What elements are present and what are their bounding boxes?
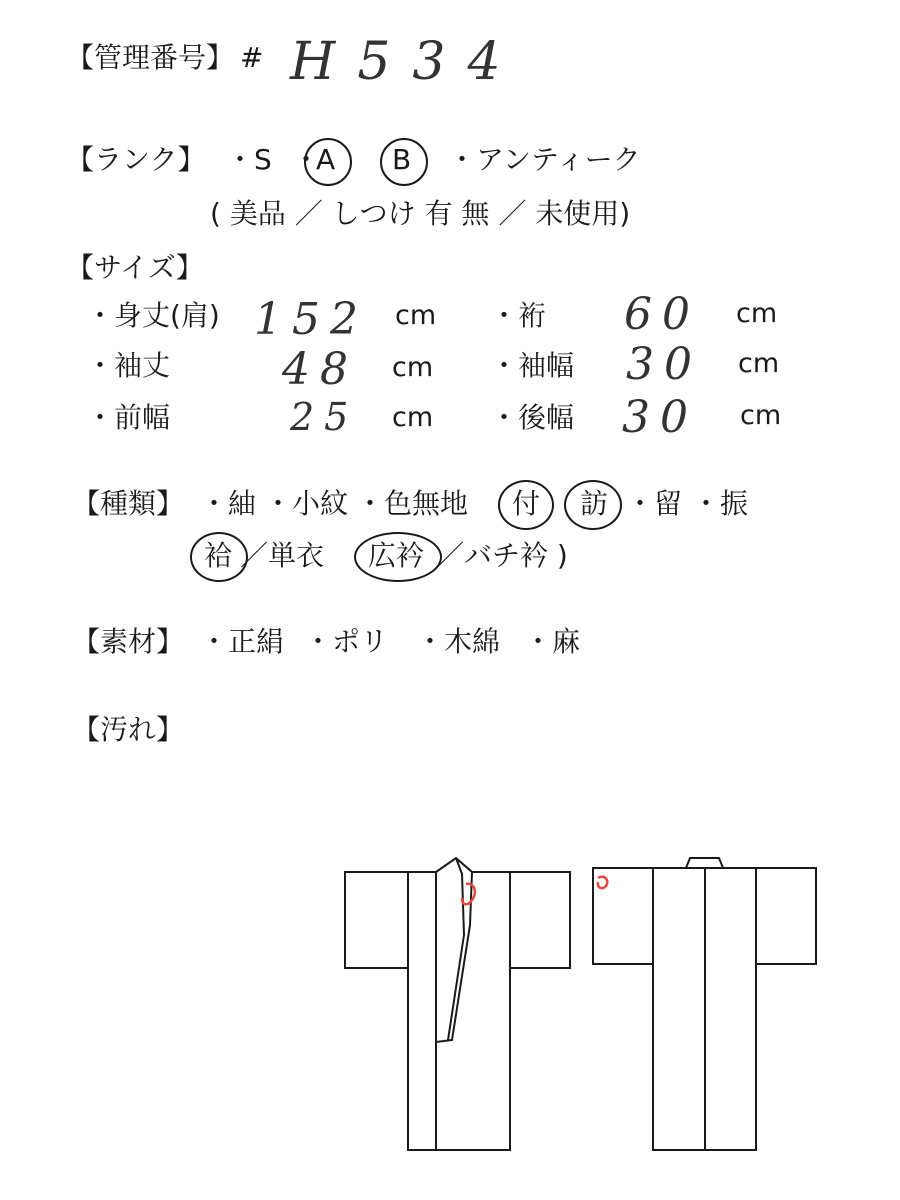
- material-label: 【素材】: [72, 625, 185, 658]
- kind-houmongi: 訪: [580, 487, 609, 520]
- material-silk: ・正絹: [200, 625, 285, 658]
- size-left-value-1: 152: [254, 294, 368, 345]
- size-left-label-3: ・前幅: [86, 401, 171, 434]
- management-number-label: 【管理番号】: [66, 41, 235, 74]
- size-right-value-2: 30: [626, 339, 702, 390]
- size-right-label-1: ・裄: [490, 299, 547, 332]
- stain-mark-front: [462, 884, 475, 905]
- kind-hitoe: ／単衣: [240, 539, 325, 572]
- rank-note: ( 美品 ／ しつけ 有 無 ／ 未使用): [210, 197, 631, 230]
- kimono-front-diagram: [345, 858, 570, 1150]
- kind-tsukesage: 付: [512, 487, 541, 520]
- size-right-label-3: ・後幅: [490, 401, 575, 434]
- size-unit-2b: cm: [738, 348, 780, 379]
- size-right-value-1: 60: [624, 289, 700, 340]
- size-left-label-1: ・身丈(肩): [86, 299, 220, 332]
- kind-iromuji: ・色無地: [356, 487, 469, 520]
- rank-option-antique: ・アンティーク: [448, 143, 641, 176]
- size-right-label-2: ・袖幅: [490, 349, 575, 382]
- kind-hiroeri: 広衿: [368, 539, 425, 572]
- rank-option-b: B: [392, 143, 412, 176]
- size-left-label-2: ・袖丈: [86, 349, 171, 382]
- stain-marks: [462, 877, 607, 905]
- kind-tsumugi: ・紬: [200, 487, 257, 520]
- rank-bullet: ・: [292, 143, 321, 176]
- rank-option-a: A: [316, 143, 336, 176]
- hash-mark: #: [240, 41, 264, 74]
- size-unit-2a: cm: [392, 352, 434, 383]
- size-unit-3a: cm: [392, 402, 434, 433]
- management-number-value: H534: [290, 32, 523, 92]
- kind-furisode: ・振: [692, 487, 749, 520]
- size-unit-3b: cm: [740, 400, 782, 431]
- rank-label: 【ランク】: [66, 143, 206, 176]
- kind-awase: 袷: [204, 539, 233, 572]
- kimono-back-diagram: [593, 858, 816, 1150]
- stain-label: 【汚れ】: [72, 713, 185, 746]
- size-left-value-2: 48: [282, 344, 358, 395]
- size-left-value-3: 25: [290, 395, 359, 439]
- kind-bachieri: ／バチ衿 ): [436, 539, 568, 572]
- size-unit-1a: cm: [395, 300, 437, 331]
- stain-mark-back: [598, 877, 607, 888]
- material-hemp: ・麻: [524, 625, 581, 658]
- size-unit-1b: cm: [736, 298, 778, 329]
- material-poly: ・ポリ: [304, 625, 389, 658]
- rank-option-s: ・S: [226, 143, 272, 176]
- kind-label: 【種類】: [72, 487, 185, 520]
- kind-komon: ・小紋: [264, 487, 349, 520]
- size-label: 【サイズ】: [66, 251, 204, 284]
- kind-tomesode: ・留: [626, 487, 683, 520]
- material-cotton: ・木綿: [416, 625, 501, 658]
- size-right-value-3: 30: [622, 392, 698, 443]
